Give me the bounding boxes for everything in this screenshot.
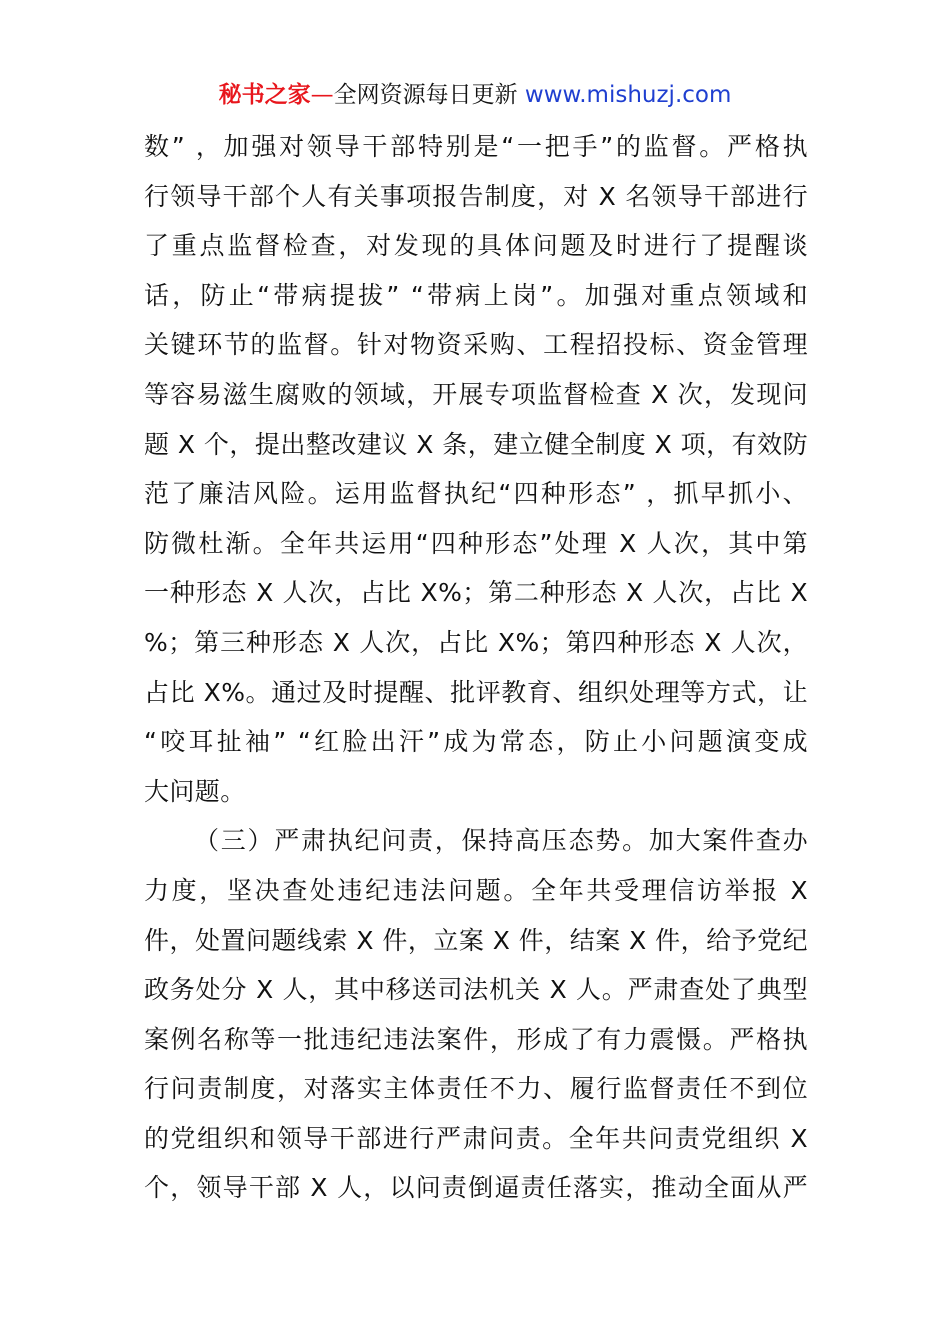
text-line: 占比 X%。通过及时提醒、批评教育、组织处理等方式，让 bbox=[144, 677, 808, 707]
text-line: 关键环节的监督。针对物资采购、工程招投标、资金管理 bbox=[144, 330, 808, 360]
text-line: %；第三种形态 X 人次，占比 X%；第四种形态 X 人次， bbox=[144, 627, 808, 657]
text-line: 行领导干部个人有关事项报告制度，对 X 名领导干部进行 bbox=[144, 181, 808, 211]
text-line: 范了廉洁风险。运用监督执纪“四种形态” ，抓早抓小、 bbox=[144, 479, 808, 509]
text-line: 力度，坚决查处违纪违法问题。全年共受理信访举报 X bbox=[144, 875, 808, 905]
text-line: 一种形态 X 人次，占比 X%；第二种形态 X 人次，占比 X bbox=[144, 578, 808, 608]
text-line: 件，处置问题线索 X 件，立案 X 件，结案 X 件，给予党纪 bbox=[144, 925, 808, 955]
site-header bbox=[0, 78, 950, 112]
site-brand: 秘书之家 bbox=[218, 82, 311, 108]
text-line: “咬耳扯袖” “红脸出汗”成为常态，防止小问题演变成 bbox=[144, 727, 808, 757]
text-line: 话，防止“带病提拔” “带病上岗”。加强对重点领域和 bbox=[144, 280, 808, 310]
text-line: 题 X 个，提出整改建议 X 条，建立健全制度 X 项，有效防 bbox=[144, 429, 808, 459]
header-slogan: 全网资源每日更新 bbox=[333, 82, 518, 108]
text-line: 案例名称等一批违纪违法案件，形成了有力震慑。严格执 bbox=[144, 1024, 808, 1054]
text-line: 防微杜渐。全年共运用“四种形态”处理 X 人次，其中第 bbox=[144, 528, 808, 558]
text-line: 行问责制度，对落实主体责任不力、履行监督责任不到位 bbox=[144, 1074, 808, 1104]
document-body bbox=[144, 122, 808, 1213]
text-line: 等容易滋生腐败的领域，开展专项监督检查 X 次，发现问 bbox=[144, 379, 808, 409]
text-line: 的党组织和领导干部进行严肃问责。全年共问责党组织 X bbox=[144, 1123, 808, 1153]
text-line: 数” ，加强对领导干部特别是“一把手”的监督。严格执 bbox=[144, 132, 808, 161]
text-line: 个，领导干部 X 人，以问责倒逼责任落实，推动全面从严 bbox=[144, 1173, 808, 1203]
header-dash: — bbox=[310, 82, 334, 108]
text-line: 大问题。 bbox=[144, 776, 246, 806]
text-line: 了重点监督检查，对发现的具体问题及时进行了提醒谈 bbox=[144, 231, 808, 261]
site-url-link[interactable]: www.mishuzj.com bbox=[524, 82, 732, 108]
text-line: 政务处分 X 人，其中移送司法机关 X 人。严肃查处了典型 bbox=[144, 975, 808, 1005]
section-heading-line: （三）严肃执纪问责，保持高压态势。加大案件查办 bbox=[194, 826, 808, 856]
